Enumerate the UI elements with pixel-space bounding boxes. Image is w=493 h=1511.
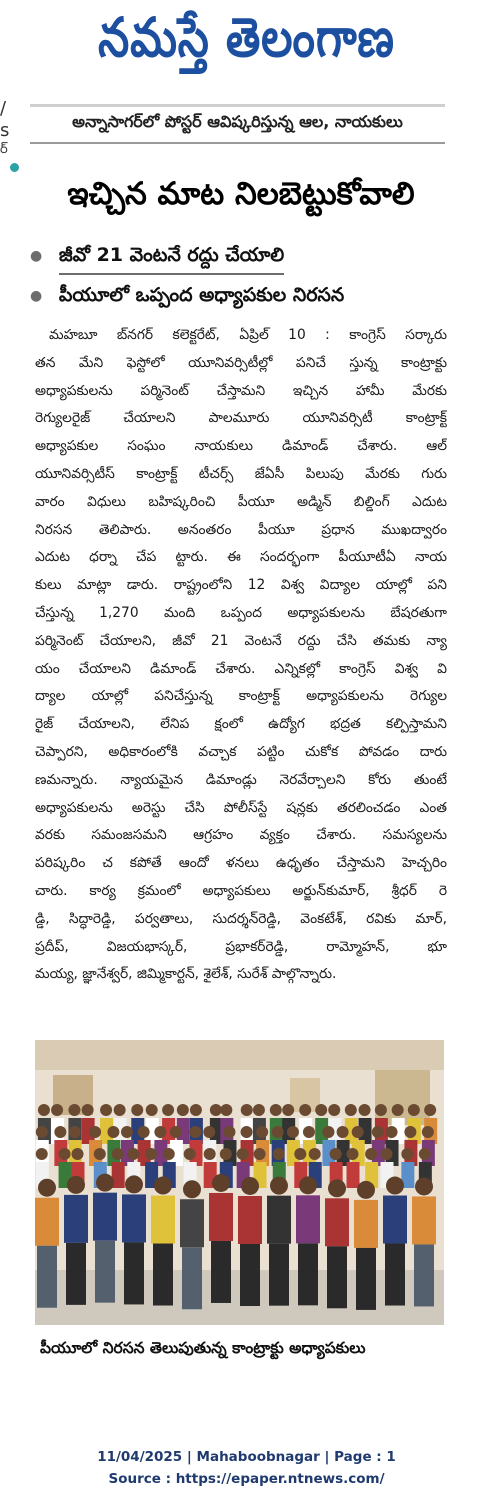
body-line: చెప్పారని, అధికారంలోకి వచ్చాక పట్టిం చుకోక పోవడం దారు (35, 743, 447, 760)
headline: ఇచ్చిన మాట నిలబెట్టుకోవాలి (67, 176, 415, 212)
left-edge-dot (10, 163, 19, 172)
body-line: వరకు సమంజసమని ఆగ్రహం వ్యక్తం చేశారు. సమస్యలను (35, 827, 447, 844)
body-line: యం చేయాలని డిమాండ్ చేశారు. ఎన్నికల్లో కాంగ్రెస్ విశ్వ వి (35, 660, 447, 677)
group-photo-icon (35, 1040, 444, 1325)
body-line: డ్డి, సిద్ధారెడ్డి, పర్వతాలు, సుదర్శన్‌రెడ్డి, వెంకటేశ్, రవికు మార్, (35, 910, 447, 927)
body-line: మయ్య, జ్ఞానేశ్వర్, జిమ్మికార్టన్, శైలేశ్, సురేశ్ పాల్గొన్నారు. (35, 966, 337, 983)
body-line: చేస్తున్న 1,270 మంది ఒప్పంద అధ్యాపకులను బేషరతుగా (35, 604, 447, 621)
newspaper-logo: నమస్తే తెలంగాణ (98, 6, 395, 69)
body-line: ప్రదీప్, విజయభాస్కర్, ప్రభాకర్‌రెడ్డి, రామ్మోహన్, భూ (35, 938, 447, 955)
body-line: రైజ్ చేయాలని, లేనిప క్షంలో ఉద్యోగ భద్రత కల్పిస్తామని (35, 716, 447, 733)
subheading-2 (30, 284, 440, 311)
body-line: ద్యాల యాల్లో పనిచేస్తున్న కాంట్రాక్ట్ అధ్యాపకులను రెగ్యుల (35, 688, 447, 705)
article-body (35, 322, 447, 989)
footer-edition: 11/04/2025 | Mahaboobnagar | Page : 1 (97, 1449, 396, 1465)
body-line: వారం విధులు బహిష్కరించి పీయూ అడ్మిన్ బిల్డింగ్ ఎదుట (35, 493, 447, 510)
body-line: పర్మినెంట్ చేయాలని, జీవో 21 వెంటనే రద్దు చేసి తమకు న్యా (35, 632, 447, 649)
footer-source: Source : https://epaper.ntnews.com/ (108, 1471, 385, 1487)
kicker-line: అన్నాసాగర్‌లో పోస్టర్ ఆవిష్కరిస్తున్న ఆల, నాయకులు (72, 112, 403, 131)
body-line: తన మేని ఫెస్టోలో యూనివర్సిటీల్లో పనిచే స్తున్న కాంట్రాక్టు (35, 354, 447, 371)
left-edge-fragment: / (0, 98, 7, 119)
body-line: చారు. కార్య క్రమంలో అధ్యాపకులు అర్జున్‌కుమార్, శ్రీధర్ రె (35, 882, 447, 899)
subheading-text: జీవో 21 వెంటనే రద్దు చేయాలి (59, 244, 284, 275)
body-line: కులు మాట్లా డారు. రాష్ట్రంలోని 12 విశ్వ విద్యాల యాల్లో పని (35, 577, 447, 594)
body-line: ణమన్నారు. న్యాయమైన డిమాండ్లు నెరవేర్చాలని కోరు తుంటే (35, 771, 447, 788)
left-edge-fragment: s (0, 120, 10, 141)
body-line: అధ్యాపకులను పర్మినెంట్ చేస్తామని ఇచ్చిన హామీ మేరకు (35, 382, 447, 399)
subheading-1 (30, 244, 440, 275)
bullet-icon: ● (30, 247, 43, 264)
subheading-text: పీయూలో ఒప్పంద అధ్యాపకుల నిరసన (58, 284, 345, 306)
body-line: రెగ్యులరైజ్ చేయాలని పాలమూరు యూనివర్సిటీ కాంట్రాక్ట్ (35, 410, 447, 427)
photo-caption: పీయూలో నిరసన తెలుపుతున్న కాంట్రాక్టు అధ్యాపకులు (40, 1339, 366, 1357)
body-line: అధ్యాపకులను అరెస్టు చేసి పోలీస్‌స్టే షన్లకు తరలించడం ఎంత (35, 799, 447, 816)
body-line: ఎదుట ధర్నా చేప ట్టారు. ఈ సందర్భంగా పీయూటీఏ నాయ (35, 549, 447, 566)
left-edge-fragment: ర్ (0, 142, 8, 157)
body-line: నిరసన తెలిపారు. అనంతరం పీయూ ప్రధాన ముఖద్వారం (35, 521, 447, 538)
news-photo (35, 1040, 444, 1325)
bullet-icon: ● (30, 287, 43, 304)
body-line: యూనివర్సిటీస్ కాంట్రాక్ట్ టీచర్స్ జేఏసీ పిలుపు మేరకు గురు (35, 465, 447, 482)
body-line: అధ్యాపకుల సంఘం నాయకులు డిమాండ్ చేశారు. ఆల్ (35, 438, 447, 455)
masthead (0, 0, 493, 100)
body-line: పరిష్కరిం చ కపోతే ఆందో ళనలు ఉధృతం చేస్తామని హెచ్చరిం (35, 855, 447, 872)
body-line: మహబూ బ్‌నగర్ కలెక్టరేట్, ఏప్రిల్ 10 : కాంగ్రెస్ సర్కారు (49, 327, 447, 343)
kicker-rule (30, 142, 445, 144)
top-rule (30, 104, 445, 107)
